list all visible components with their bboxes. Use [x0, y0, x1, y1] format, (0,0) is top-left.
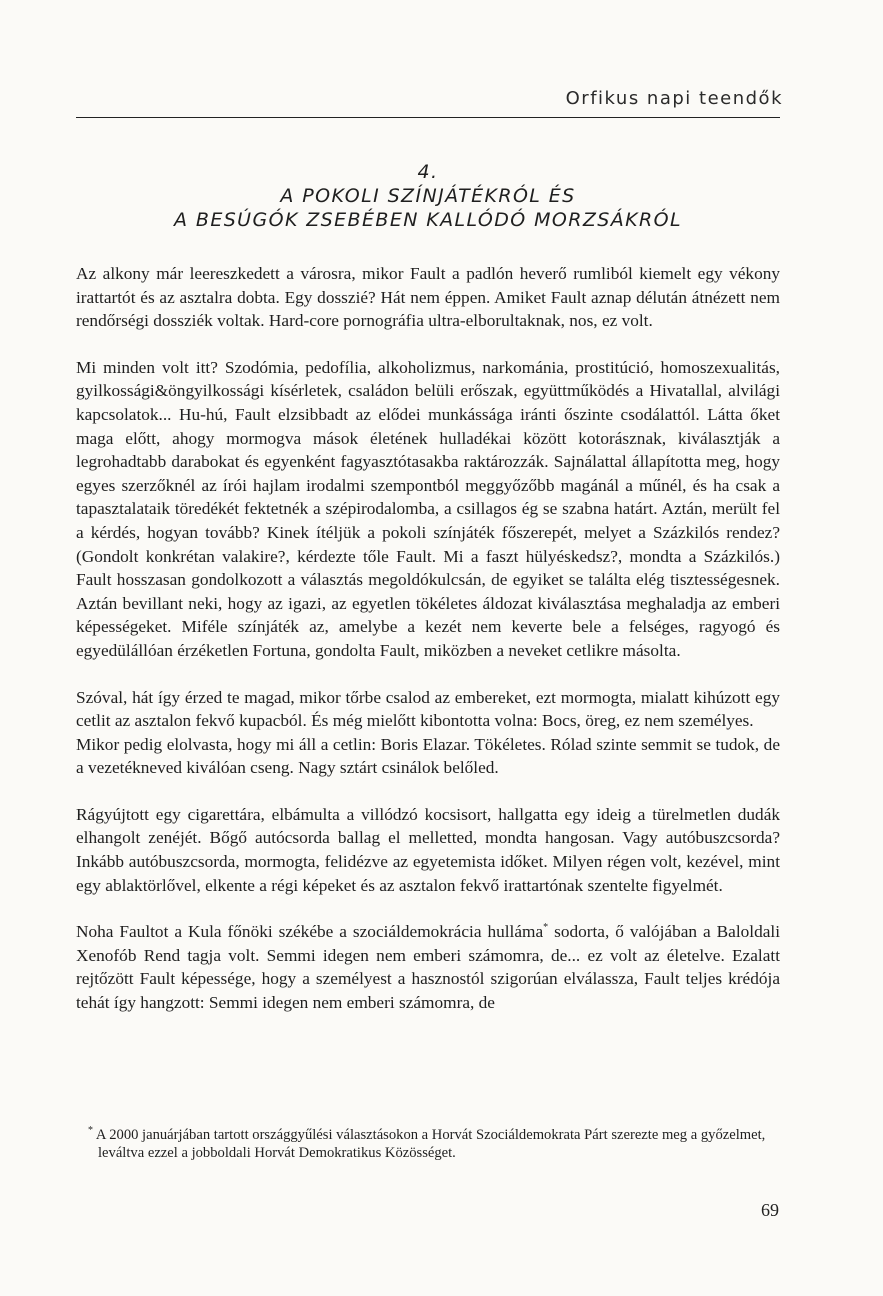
body-text: [76, 262, 780, 1015]
chapter-heading: [76, 160, 780, 232]
footnote-text: A 2000 januárjában tartott országgyűlési választásokon a Horvát Szociáldemokrata Párt szerezte meg a győzelmet, leváltva ezzel a jobboldali Horvát Demokratikus Közösséget.: [95, 1127, 766, 1161]
header-rule: [76, 117, 780, 118]
chapter-number: 4.: [417, 161, 439, 183]
paragraph-6: [76, 920, 780, 1014]
chapter-title-line-1: A POKOLI SZÍNJÁTÉKRÓL ÉS: [280, 185, 576, 207]
paragraph-1: Az alkony már leereszkedett a városra, mikor Fault a padlón heverő rumliból kiemelt egy vékony irattartót és az asztalra dobta. Egy dosszié? Hát nem éppen. Amiket Fault aznap délután átnézett nem rendőrségi dossziék voltak. Hard-core pornográfia ultra-elborultaknak, nos, ez volt.: [76, 264, 780, 331]
running-head: Orfikus napi teendők: [565, 88, 783, 109]
paragraph-3: Szóval, hát így érzed te magad, mikor tőrbe csalod az embereket, ezt mormogta, mialatt kihúzott egy cetlit az asztalon fekvő kupacból. És még mielőtt kibontotta volna: Bocs, öreg, ez nem személyes.: [76, 687, 780, 731]
paragraph-4: Mikor pedig elolvasta, hogy mi áll a cetlin: Boris Elazar. Tökéletes. Rólad szinte semmit se tudok, de a vezetékneved kiválóan cseng. Nagy sztárt csinálok belőled.: [76, 734, 780, 778]
paragraph-6-part-1: Noha Faultot a Kula főnöki székébe a szociáldemokrácia hulláma: [76, 922, 544, 942]
chapter-title-line-2: A BESÚGÓK ZSEBÉBEN KALLÓDÓ MORZSÁKRÓL: [174, 209, 682, 231]
footnote: [88, 1126, 778, 1162]
paragraph-2: Mi minden volt itt? Szodómia, pedofília, alkoholizmus, narkománia, prostitúció, homoszexualitás, gyilkossági&öngyilkossági kísérletek, családon belüli erőszak, együttműködés a Hivatallal, alvilági kapcsolatok... Hu-hú, Fault elzsibbadt az elődei munkássága iránti őszinte csodálattól. Látta őket maga előtt, ahogy mormogva mások életének hulladékai között kotorásznak, kiválasztják a legrohadtabb darabokat és egyenként fagyasztótasakba raktározzák. Sajnálattal állapította meg, hogy egyes szerzőknél az írói hajlam irodalmi szempontból meggyőzőbb magánál a műnél, és ha csak a tapasztalataik töredékét fektetnék a szépirodalomba, a csillagos ég se szabna határt. Aztán, merült fel a kérdés, hogyan tovább? Kinek ítéljük a pokoli színjáték főszerepét, melyet a Százkilós rendez? (Gondolt konkrétan valakire?, kérdezte tőle Fault. Mi a faszt hülyéskedsz?, mondta a Százkilós.) Fault hosszasan gondolkozott a választás megoldókulcsán, de egyiket se találta elég tisztességesnek. Aztán bevillant neki, hogy az igazi, az egyetlen tökéletes áldozat kiválasztása meghaladja az emberi képességeket. Miféle színjáték az, amelybe a kezét nem keverte bele a felséges, ragyogó és egyedülállóan érzéketlen Fortuna, gondolta Fault, miközben a neveket cetlikre másolta.: [76, 357, 780, 660]
page-number: 69: [761, 1200, 779, 1220]
paragraph-6-part-2: sodorta, ő valójában a Baloldali Xenofób Rend tagja volt. Semmi idegen nem emberi számomra, de... ez volt az életelve. Ezalatt rejtőzött Fault képessége, hogy a személyest a hasznostól szigorúan elválassza, Fault teljes krédója tehát így hangzott: Semmi idegen nem emberi számomra, de: [76, 922, 780, 1013]
footnote-marker: *: [88, 1125, 93, 1137]
footnote-reference: *: [543, 922, 549, 934]
paragraph-5: Rágyújtott egy cigarettára, elbámulta a villódzó kocsisort, hallgatta egy ideig a türelmetlen dudák elhangolt zenéjét. Bőgő autócsorda ballag el melletted, mondta hangosan. Vagy autóbuszcsorda? Inkább autóbuszcsorda, mormogta, felidézve az egyetemista időket. Milyen régen volt, kezével, mint egy ablaktörlővel, elkente a régi képeket és az asztalon fekvő irattartónak szentelte figyelmét.: [76, 804, 780, 895]
